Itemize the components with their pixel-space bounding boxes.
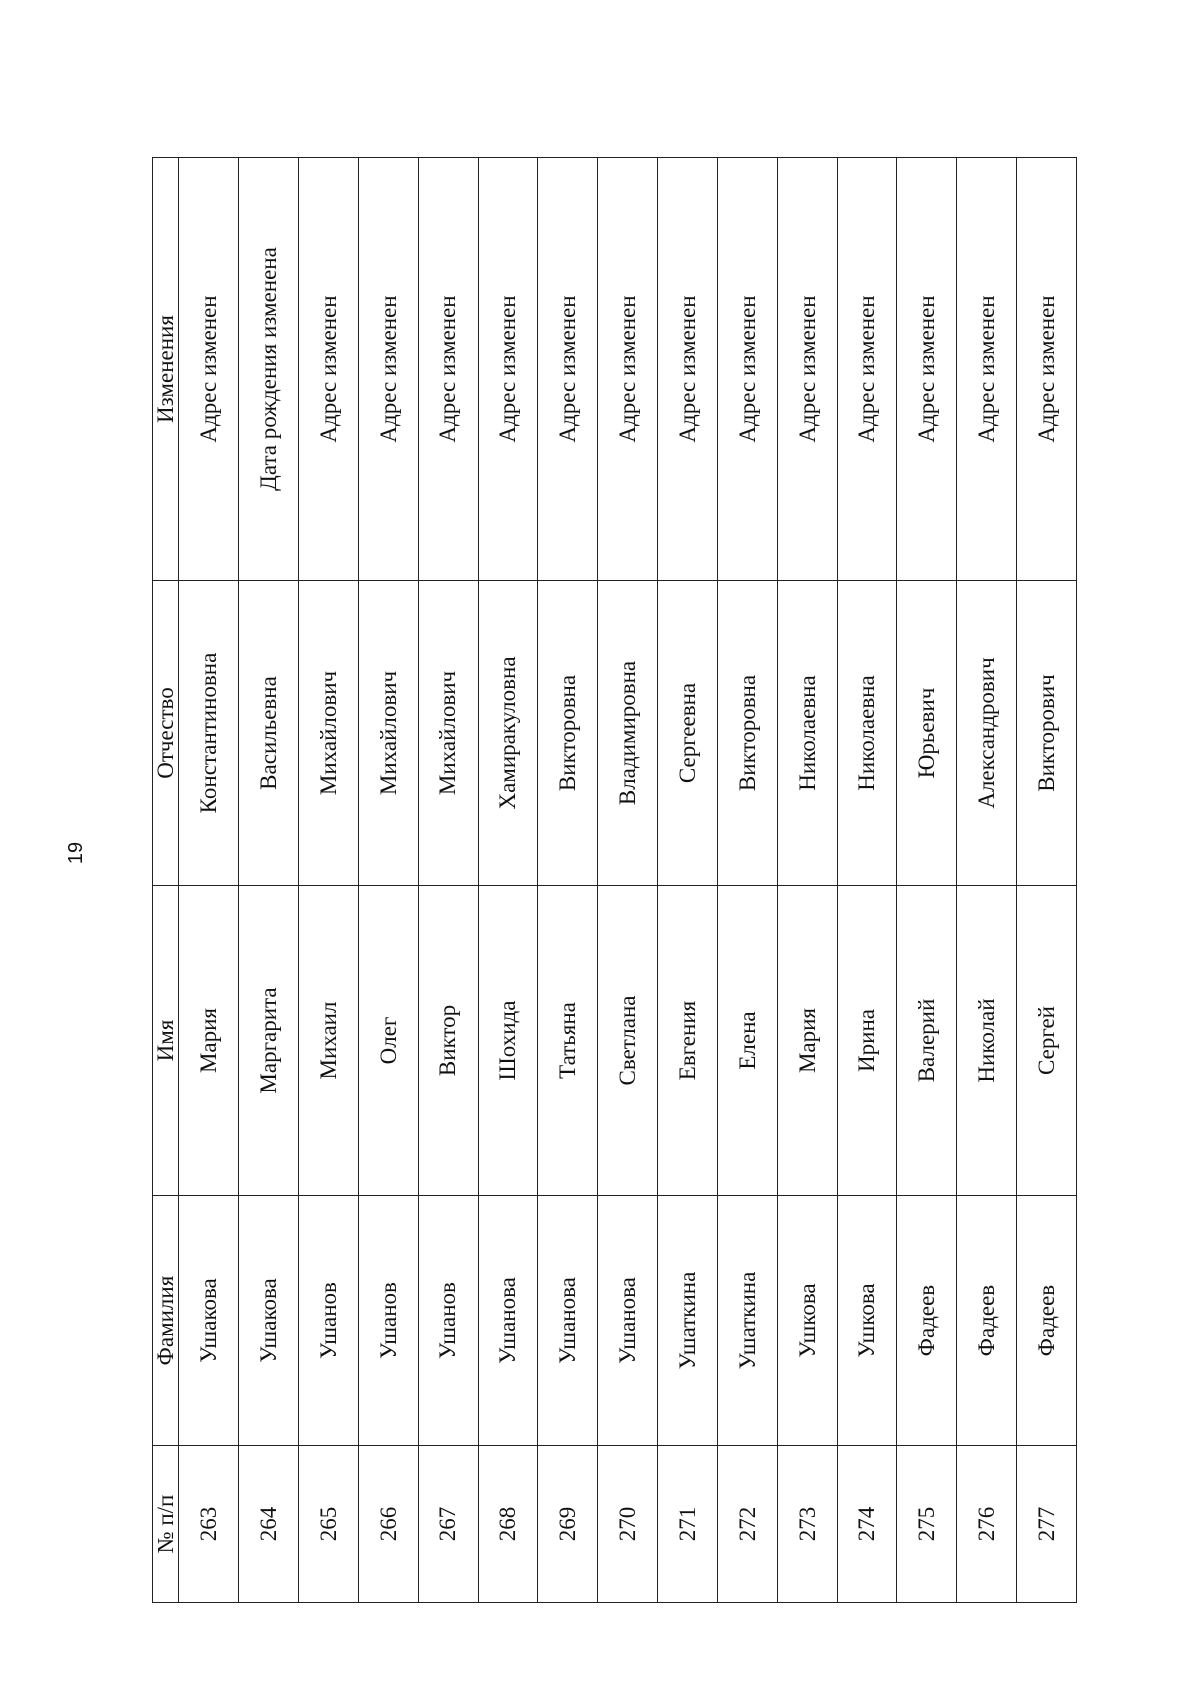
cell-number: 277 xyxy=(1017,1446,1077,1603)
cell-patronymic: Михайлович xyxy=(358,581,418,886)
cell-patronymic: Викторович xyxy=(1017,581,1077,886)
table-row xyxy=(298,158,358,1603)
cell-number: 266 xyxy=(358,1446,418,1603)
header-number: № п/п xyxy=(153,1446,179,1603)
cell-first-name: Михаил xyxy=(298,886,358,1196)
cell-number: 270 xyxy=(598,1446,658,1603)
cell-patronymic: Михайлович xyxy=(418,581,478,886)
cell-surname: Ушанова xyxy=(538,1196,598,1446)
cell-patronymic: Юрьевич xyxy=(897,581,957,886)
table-row xyxy=(957,158,1017,1603)
cell-patronymic: Викторовна xyxy=(538,581,598,886)
cell-surname: Ушаткина xyxy=(658,1196,718,1446)
cell-first-name: Мария xyxy=(179,886,239,1196)
cell-surname: Ушкова xyxy=(777,1196,837,1446)
cell-surname: Ушанов xyxy=(298,1196,358,1446)
registry-table-rotated xyxy=(152,158,1077,1603)
cell-changes: Адрес изменен xyxy=(897,158,957,581)
cell-changes: Адрес изменен xyxy=(777,158,837,581)
registry-table-container xyxy=(152,158,1077,1603)
cell-number: 271 xyxy=(658,1446,718,1603)
cell-changes: Адрес изменен xyxy=(298,158,358,581)
table-row xyxy=(179,158,239,1603)
table-row xyxy=(837,158,897,1603)
cell-changes: Адрес изменен xyxy=(478,158,538,581)
cell-changes: Дата рождения изменена xyxy=(239,158,299,581)
cell-number: 267 xyxy=(418,1446,478,1603)
cell-first-name: Ирина xyxy=(837,886,897,1196)
cell-first-name: Светлана xyxy=(598,886,658,1196)
table-row xyxy=(717,158,777,1603)
cell-patronymic: Владимировна xyxy=(598,581,658,886)
registry-table xyxy=(152,157,1077,1603)
table-row xyxy=(418,158,478,1603)
cell-changes: Адрес изменен xyxy=(538,158,598,581)
cell-number: 276 xyxy=(957,1446,1017,1603)
cell-patronymic: Сергеевна xyxy=(658,581,718,886)
cell-first-name: Маргарита xyxy=(239,886,299,1196)
cell-patronymic: Николаевна xyxy=(777,581,837,886)
cell-number: 268 xyxy=(478,1446,538,1603)
table-row xyxy=(478,158,538,1603)
cell-number: 272 xyxy=(717,1446,777,1603)
cell-first-name: Валерий xyxy=(897,886,957,1196)
cell-number: 275 xyxy=(897,1446,957,1603)
cell-number: 265 xyxy=(298,1446,358,1603)
cell-patronymic: Николаевна xyxy=(837,581,897,886)
cell-patronymic: Викторовна xyxy=(717,581,777,886)
header-surname: Фамилия xyxy=(153,1196,179,1446)
cell-number: 264 xyxy=(239,1446,299,1603)
header-patronymic: Отчество xyxy=(153,581,179,886)
cell-surname: Ушанова xyxy=(478,1196,538,1446)
cell-surname: Ушакова xyxy=(179,1196,239,1446)
cell-surname: Фадеев xyxy=(1017,1196,1077,1446)
cell-changes: Адрес изменен xyxy=(658,158,718,581)
cell-number: 269 xyxy=(538,1446,598,1603)
table-row xyxy=(598,158,658,1603)
cell-first-name: Николай xyxy=(957,886,1017,1196)
cell-first-name: Евгения xyxy=(658,886,718,1196)
cell-number: 263 xyxy=(179,1446,239,1603)
table-row xyxy=(239,158,299,1603)
cell-patronymic: Александрович xyxy=(957,581,1017,886)
table-row xyxy=(1017,158,1077,1603)
cell-surname: Ушанов xyxy=(358,1196,418,1446)
table-row xyxy=(897,158,957,1603)
cell-first-name: Сергей xyxy=(1017,886,1077,1196)
cell-changes: Адрес изменен xyxy=(837,158,897,581)
cell-surname: Фадеев xyxy=(897,1196,957,1446)
cell-first-name: Елена xyxy=(717,886,777,1196)
table-row xyxy=(777,158,837,1603)
cell-patronymic: Хамиракуловна xyxy=(478,581,538,886)
cell-surname: Ушаткина xyxy=(717,1196,777,1446)
cell-changes: Адрес изменен xyxy=(179,158,239,581)
cell-surname: Ушанов xyxy=(418,1196,478,1446)
table-row xyxy=(358,158,418,1603)
cell-number: 274 xyxy=(837,1446,897,1603)
cell-changes: Адрес изменен xyxy=(1017,158,1077,581)
cell-surname: Ушанова xyxy=(598,1196,658,1446)
header-first-name: Имя xyxy=(153,886,179,1196)
cell-patronymic: Васильевна xyxy=(239,581,299,886)
cell-surname: Фадеев xyxy=(957,1196,1017,1446)
cell-surname: Ушакова xyxy=(239,1196,299,1446)
cell-first-name: Виктор xyxy=(418,886,478,1196)
page-number: 19 xyxy=(64,841,87,865)
cell-first-name: Татьяна xyxy=(538,886,598,1196)
table-row xyxy=(658,158,718,1603)
cell-patronymic: Михайлович xyxy=(298,581,358,886)
table-row xyxy=(538,158,598,1603)
cell-changes: Адрес изменен xyxy=(358,158,418,581)
cell-changes: Адрес изменен xyxy=(717,158,777,581)
cell-first-name: Мария xyxy=(777,886,837,1196)
header-changes: Изменения xyxy=(153,158,179,581)
cell-changes: Адрес изменен xyxy=(418,158,478,581)
cell-changes: Адрес изменен xyxy=(957,158,1017,581)
cell-patronymic: Константиновна xyxy=(179,581,239,886)
cell-surname: Ушкова xyxy=(837,1196,897,1446)
cell-first-name: Шохида xyxy=(478,886,538,1196)
cell-number: 273 xyxy=(777,1446,837,1603)
cell-changes: Адрес изменен xyxy=(598,158,658,581)
cell-first-name: Олег xyxy=(358,886,418,1196)
table-header-row xyxy=(153,158,179,1603)
